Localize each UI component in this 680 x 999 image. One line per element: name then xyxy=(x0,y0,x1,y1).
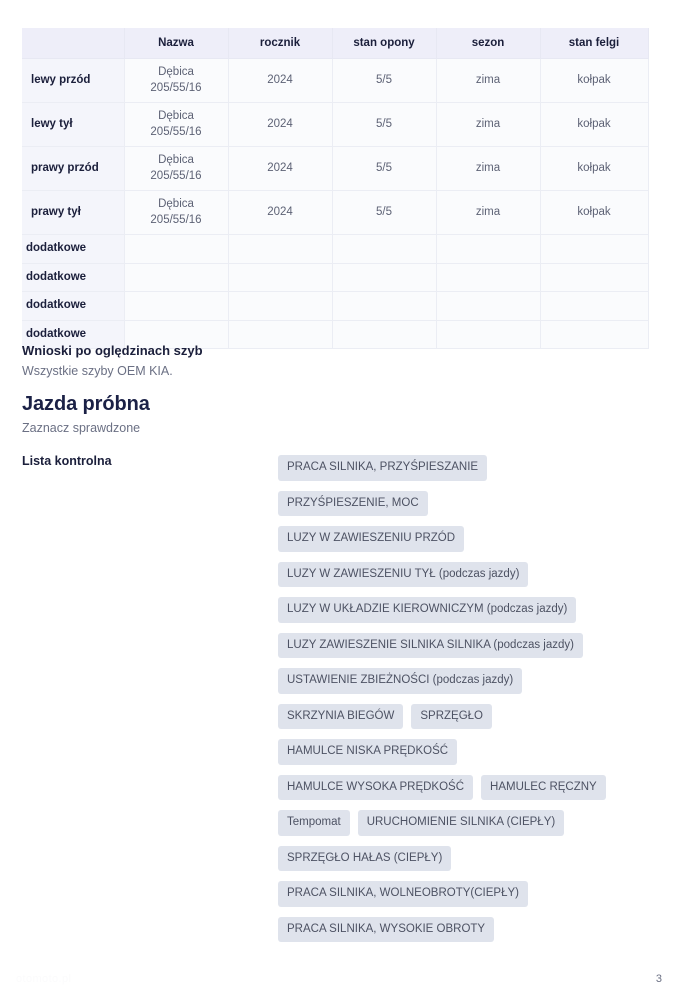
cell-position: lewy przód xyxy=(22,59,124,103)
cell-name xyxy=(124,59,228,103)
column-header-position xyxy=(22,28,124,59)
table-row xyxy=(22,147,648,191)
cell-season xyxy=(436,292,540,321)
page-title: Jazda próbna xyxy=(22,393,150,415)
chip-row xyxy=(278,881,658,907)
cell-year: 2024 xyxy=(228,147,332,191)
cell-tyre-condition: 5/5 xyxy=(332,103,436,147)
tyre-size: 205/55/16 xyxy=(150,169,202,182)
cell-tyre-condition xyxy=(332,235,436,264)
checklist-label: Lista kontrolna xyxy=(22,454,112,468)
checklist-chip[interactable]: HAMULCE NISKA PRĘDKOŚĆ xyxy=(278,739,457,765)
cell-year: 2024 xyxy=(228,59,332,103)
tyre-table-body xyxy=(22,59,648,349)
cell-rim-condition: kołpak xyxy=(540,147,648,191)
checklist-chip[interactable]: LUZY W UKŁADZIE KIEROWNICZYM (podczas jazdy) xyxy=(278,597,576,623)
cell-name xyxy=(124,103,228,147)
table-row xyxy=(22,191,648,235)
column-header-year: rocznik xyxy=(228,28,332,59)
cell-rim-condition xyxy=(540,320,648,349)
chip-row xyxy=(278,810,658,836)
table-row xyxy=(22,235,648,264)
table-header-row xyxy=(22,28,648,59)
cell-position: dodatkowe xyxy=(22,235,124,264)
checklist-chip[interactable]: SKRZYNIA BIEGÓW xyxy=(278,704,403,730)
checklist-chip[interactable]: SPRZĘGŁO HAŁAS (CIEPŁY) xyxy=(278,846,451,872)
chip-row xyxy=(278,775,658,801)
tyre-brand: Dębica xyxy=(158,198,194,211)
cell-season: zima xyxy=(436,103,540,147)
column-header-rim-condition: stan felgi xyxy=(540,28,648,59)
tyre-size: 205/55/16 xyxy=(150,81,202,94)
cell-year: 2024 xyxy=(228,191,332,235)
checklist-chip[interactable]: PRACA SILNIKA, PRZYŚPIESZANIE xyxy=(278,455,487,481)
table-row xyxy=(22,103,648,147)
cell-season xyxy=(436,235,540,264)
tyre-size: 205/55/16 xyxy=(150,213,202,226)
cell-tyre-condition: 5/5 xyxy=(332,147,436,191)
checklist-chip[interactable]: Tempomat xyxy=(278,810,350,836)
chip-row xyxy=(278,526,658,552)
tyre-table-head xyxy=(22,28,648,59)
cell-season xyxy=(436,263,540,292)
page-number: 3 xyxy=(655,973,662,985)
checklist-chip[interactable]: SPRZĘGŁO xyxy=(411,704,492,730)
glass-findings-title: Wnioski po oględzinach szyb xyxy=(22,343,203,358)
column-header-name: Nazwa xyxy=(124,28,228,59)
cell-name xyxy=(124,292,228,321)
chip-row xyxy=(278,491,658,517)
table-row xyxy=(22,59,648,103)
checklist-chip[interactable]: LUZY W ZAWIESZENIU PRZÓD xyxy=(278,526,464,552)
checklist-chip[interactable]: HAMULEC RĘCZNY xyxy=(481,775,606,801)
glass-findings-section xyxy=(22,342,522,381)
chip-row xyxy=(278,668,658,694)
test-drive-subtitle: Zaznacz sprawdzone xyxy=(22,421,141,435)
checklist-chip[interactable]: PRACA SILNIKA, WYSOKIE OBROTY xyxy=(278,917,494,943)
column-header-tyre-condition: stan opony xyxy=(332,28,436,59)
tyre-table xyxy=(22,28,649,349)
cell-tyre-condition: 5/5 xyxy=(332,59,436,103)
cell-name xyxy=(124,235,228,264)
cell-tyre-condition: 5/5 xyxy=(332,191,436,235)
chip-row xyxy=(278,633,658,659)
checklist-chip[interactable]: PRZYŚPIESZENIE, MOC xyxy=(278,491,428,517)
tyre-table-container xyxy=(22,28,648,349)
tyre-brand: Dębica xyxy=(158,110,194,123)
cell-year xyxy=(228,292,332,321)
cell-name xyxy=(124,191,228,235)
cell-season: zima xyxy=(436,191,540,235)
glass-findings-text: Wszystkie szyby OEM KIA. xyxy=(22,364,173,379)
cell-rim-condition xyxy=(540,235,648,264)
watermark: otomoto.pl xyxy=(16,973,72,985)
chip-row xyxy=(278,597,658,623)
checklist-chip[interactable]: LUZY ZAWIESZENIE SILNIKA SILNIKA (podczas jazdy) xyxy=(278,633,583,659)
cell-position: dodatkowe xyxy=(22,263,124,292)
cell-position: lewy tył xyxy=(22,103,124,147)
cell-position: prawy tył xyxy=(22,191,124,235)
tyre-brand: Dębica xyxy=(158,154,194,167)
tyre-size: 205/55/16 xyxy=(150,125,202,138)
chip-row xyxy=(278,739,658,765)
checklist-chip[interactable]: URUCHOMIENIE SILNIKA (CIEPŁY) xyxy=(358,810,565,836)
chip-row xyxy=(278,917,658,943)
cell-name xyxy=(124,263,228,292)
cell-name xyxy=(124,147,228,191)
cell-rim-condition xyxy=(540,263,648,292)
cell-position: dodatkowe xyxy=(22,292,124,321)
cell-rim-condition: kołpak xyxy=(540,191,648,235)
test-drive-section xyxy=(22,392,522,438)
cell-position: prawy przód xyxy=(22,147,124,191)
column-header-season: sezon xyxy=(436,28,540,59)
cell-year xyxy=(228,235,332,264)
checklist-chip[interactable]: HAMULCE WYSOKA PRĘDKOŚĆ xyxy=(278,775,473,801)
cell-position: dodatkowe xyxy=(22,320,124,349)
cell-tyre-condition xyxy=(332,263,436,292)
table-row xyxy=(22,263,648,292)
cell-season: zima xyxy=(436,147,540,191)
chip-row xyxy=(278,562,658,588)
cell-tyre-condition xyxy=(332,292,436,321)
cell-year: 2024 xyxy=(228,103,332,147)
cell-season: zima xyxy=(436,59,540,103)
table-row xyxy=(22,292,648,321)
checklist-chip-list xyxy=(278,455,658,952)
chip-row xyxy=(278,455,658,481)
cell-year xyxy=(228,263,332,292)
checklist-chip[interactable]: PRACA SILNIKA, WOLNEOBROTY(CIEPŁY) xyxy=(278,881,528,907)
chip-row xyxy=(278,846,658,872)
cell-rim-condition: kołpak xyxy=(540,59,648,103)
cell-rim-condition: kołpak xyxy=(540,103,648,147)
checklist-chip[interactable]: USTAWIENIE ZBIEŻNOŚCI (podczas jazdy) xyxy=(278,668,522,694)
cell-rim-condition xyxy=(540,292,648,321)
checklist-chip[interactable]: LUZY W ZAWIESZENIU TYŁ (podczas jazdy) xyxy=(278,562,528,588)
tyre-brand: Dębica xyxy=(158,66,194,78)
chip-row xyxy=(278,704,658,730)
